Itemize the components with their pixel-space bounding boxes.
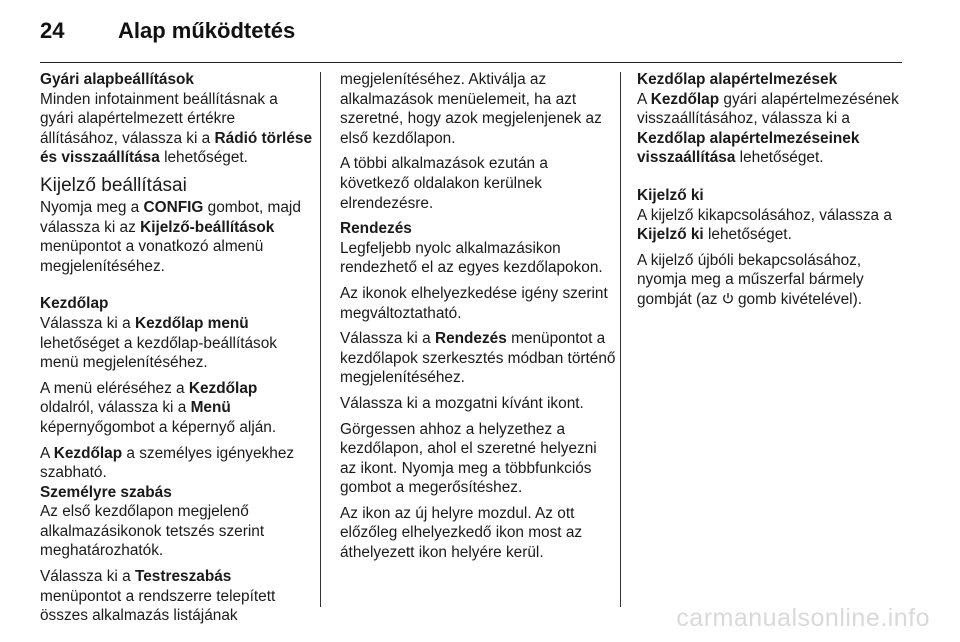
display-settings-heading: Kijelző beállításai [40, 174, 187, 196]
display-off-text-1: A kijelző kikapcsolásához, válassza a Kijelző ki lehetőséget. [637, 206, 892, 244]
display-settings-text: Nyomja meg a CONFIG gombot, majd válassza ki az Kijelző-beállítások menüpontot a vonatkozó almenü megjelenítéséhez. [40, 198, 301, 275]
home-defaults-text: A Kezdőlap gyári alapértelmezésének visszaállításához, válassza ki a Kezdőlap alapértelmezéseinek visszaállítása lehetőséget. [637, 90, 899, 167]
arrange-text-6: Az ikon az új helyre mozdul. Az ott előzőleg elhelyezkedő ikon most az áthelyezett ikon helyére kerül. [340, 504, 583, 562]
customize-text-1: Az első kezdőlapon megjelenő alkalmazásikonok tetszés szerint meghatározhatók. [40, 503, 265, 560]
page-header [40, 14, 900, 54]
home-text-3: A Kezdőlap a személyes igényekhez szabható. [40, 444, 295, 482]
factory-defaults-heading: Gyári alapbeállítások [40, 71, 194, 88]
arrange-text-5: Görgessen ahhoz a helyzethez a kezdőlapon, ahol el szeretné helyezni az ikont. Nyomja meg a többfunkciós gombot a megerősítéshez. [340, 420, 597, 497]
home-defaults-heading: Kezdőlap alapértelmezések [637, 71, 838, 88]
watermark: carmanualsonline.info [676, 604, 930, 632]
column-2 [340, 70, 616, 569]
display-off-heading: Kijelző ki [637, 186, 704, 204]
display-off-text-2: A kijelző újbóli bekapcsolásához, nyomja meg a műszerfal bármely gombját (az gomb kivételével). [637, 251, 864, 308]
factory-defaults-text: Minden infotainment beállításnak a gyári alapértelmezett értékre állításához, válassza ki a Rádió törlése és visszaállítása lehetőséget. [40, 90, 313, 167]
power-icon [722, 292, 734, 306]
arrange-text-2: Az ikonok elhelyezkedése igény szerint megváltoztatható. [340, 284, 608, 322]
column-3 [637, 70, 912, 316]
page-title: Alap működtetés [118, 18, 296, 43]
arrange-text-3: Válassza ki a Rendezés menüpontot a kezdőlapok szerkesztés módban történő megjelenítéséhez. [340, 330, 616, 387]
home-text-1: Válassza ki a Kezdőlap menü lehetőséget a kezdőlap-beállítások menü megjelenítéséhez. [40, 314, 278, 372]
customize-continued-text: megjelenítéséhez. Aktiválja az alkalmazások menüelemeit, ha azt szeretné, hogy azok megjelenjenek az első kezdőlapon. [340, 71, 602, 147]
customize-heading: Személyre szabás [40, 483, 172, 501]
column-divider-1 [320, 72, 321, 607]
arrange-heading: Rendezés [340, 220, 412, 238]
home-text-2: A menü eléréséhez a Kezdőlap oldalról, válassza ki a Menü képernyőgombot a képernyő alján. [40, 379, 277, 436]
customize-text-2: Válassza ki a Testreszabás menüpontot a rendszerre telepített összes alkalmazás listájának [40, 568, 276, 625]
other-apps-text: A többi alkalmazások ezután a következő oldalakon kerülnek elrendezésre. [340, 155, 548, 212]
page-number: 24 [40, 18, 65, 43]
column-divider-2 [620, 72, 621, 607]
column-1 [40, 70, 312, 632]
header-divider [40, 62, 902, 63]
arrange-text-4: Válassza ki a mozgatni kívánt ikont. [340, 394, 584, 412]
home-heading: Kezdőlap [40, 295, 109, 313]
arrange-text-1: Legfeljebb nyolc alkalmazásikon rendezhető el az egyes kezdőlapokon. [340, 239, 603, 277]
